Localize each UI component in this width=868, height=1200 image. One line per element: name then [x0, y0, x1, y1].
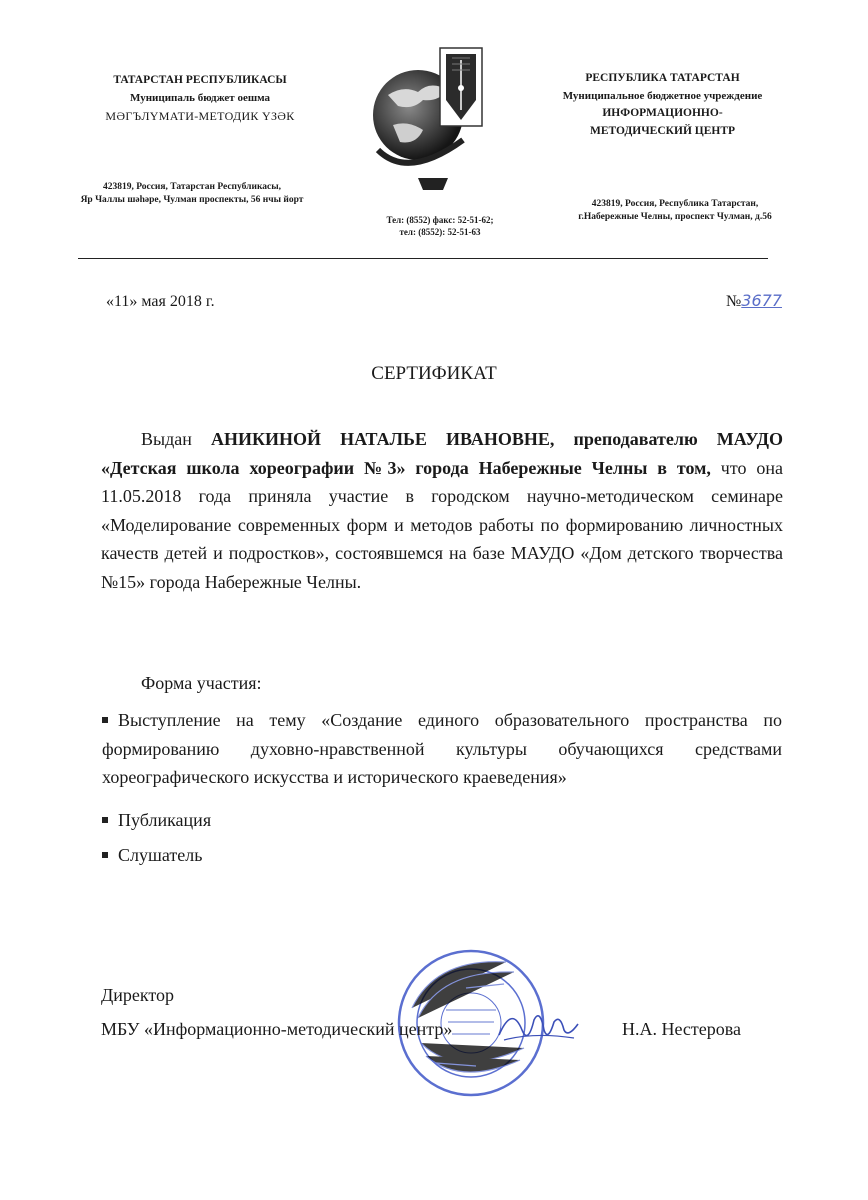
bullet-square-icon	[102, 817, 108, 823]
document-number	[726, 291, 782, 311]
header-right-address	[545, 198, 805, 224]
bullet-text: Слушатель	[118, 845, 203, 865]
header-right-line4: МЕТОДИЧЕСКИЙ ЦЕНТР	[589, 124, 736, 137]
header-left-line3: МӘГЪЛҮМАТИ-МЕТОДИК ҮЗӘК	[105, 108, 295, 123]
signature-scribble	[494, 1000, 584, 1050]
bullet-text: Публикация	[118, 810, 212, 830]
globe-pen-logo-icon	[368, 40, 488, 200]
certificate-paragraph	[101, 425, 783, 596]
header-left	[70, 72, 330, 125]
header-center-phones	[360, 214, 520, 238]
certificate-body	[101, 425, 783, 596]
header-left-addr2: Яр Чаллы шәһәре, Чулман проспекты, 56 нчы йорт	[80, 194, 304, 205]
signature-name: Н.А. Нестерова	[622, 1019, 742, 1039]
header-divider	[78, 258, 768, 259]
header-tel1: Тел: (8552) факс: 52-51-62;	[386, 215, 494, 225]
bullet-square-icon	[102, 852, 108, 858]
handwritten-signature-icon	[494, 1000, 584, 1050]
signature-org: МБУ «Информационно-методический центр»	[101, 1019, 453, 1039]
header-right-line2: Муниципальное бюджетное учреждение	[562, 89, 763, 102]
header-right-addr1: 423819, Россия, Республика Татарстан,	[591, 199, 759, 209]
header-right-line3: ИНФОРМАЦИОННО-	[602, 106, 723, 119]
body-issued: Выдан	[141, 429, 211, 449]
header-right-line1: РЕСПУБЛИКА ТАТАРСТАН	[585, 72, 740, 84]
body-recipient: АНИКИНОЙ НАТАЛЬЕ ИВАНОВНЕ, преподавателю МАУДО «Детская школа хореографии №3» города Набережные Челны в том,	[101, 429, 783, 478]
header-left-line1: ТАТАРСТАН РЕСПУБЛИКАСЫ	[113, 74, 287, 86]
list-item	[102, 841, 782, 870]
logo	[368, 40, 488, 200]
list-item	[102, 806, 782, 835]
header-left-addr1: 423819, Россия, Татарстан Республикасы,	[102, 182, 282, 192]
document-date: «11» мая 2018 г.	[106, 293, 215, 310]
document-number-prefix: №	[726, 293, 742, 310]
bullet-square-icon	[102, 717, 108, 723]
signature-role: Директор	[101, 985, 175, 1005]
document-number-value: 3677	[741, 291, 782, 310]
header-left-line2: Муниципаль бюджет оешма	[129, 91, 271, 104]
header-right	[520, 70, 805, 140]
header-tel2: тел: (8552): 52-51-63	[399, 227, 481, 238]
participation-form-label: Форма участия:	[141, 673, 262, 693]
page-title: СЕРТИФИКАТ	[371, 363, 497, 384]
body-details: что она 11.05.2018 года приняла участие в городском научно-методическом семинаре «Моделирование современных форм и методов работы по формированию личностных качеств детей и подростков», состоявшемся на базе МАУДО «Дом детского творчества №15» города Набережные Челны.	[101, 457, 783, 592]
header-left-address	[42, 181, 342, 207]
bullet-text: Выступление на тему «Создание единого образовательного пространства по формированию духовно-нравственной культуры обучающихся средствами хореографического искусства и исторического краеведения»	[102, 710, 782, 787]
list-item	[102, 706, 782, 792]
header-right-addr2: г.Набережные Челны, проспект Чулман, д.56	[578, 211, 772, 222]
